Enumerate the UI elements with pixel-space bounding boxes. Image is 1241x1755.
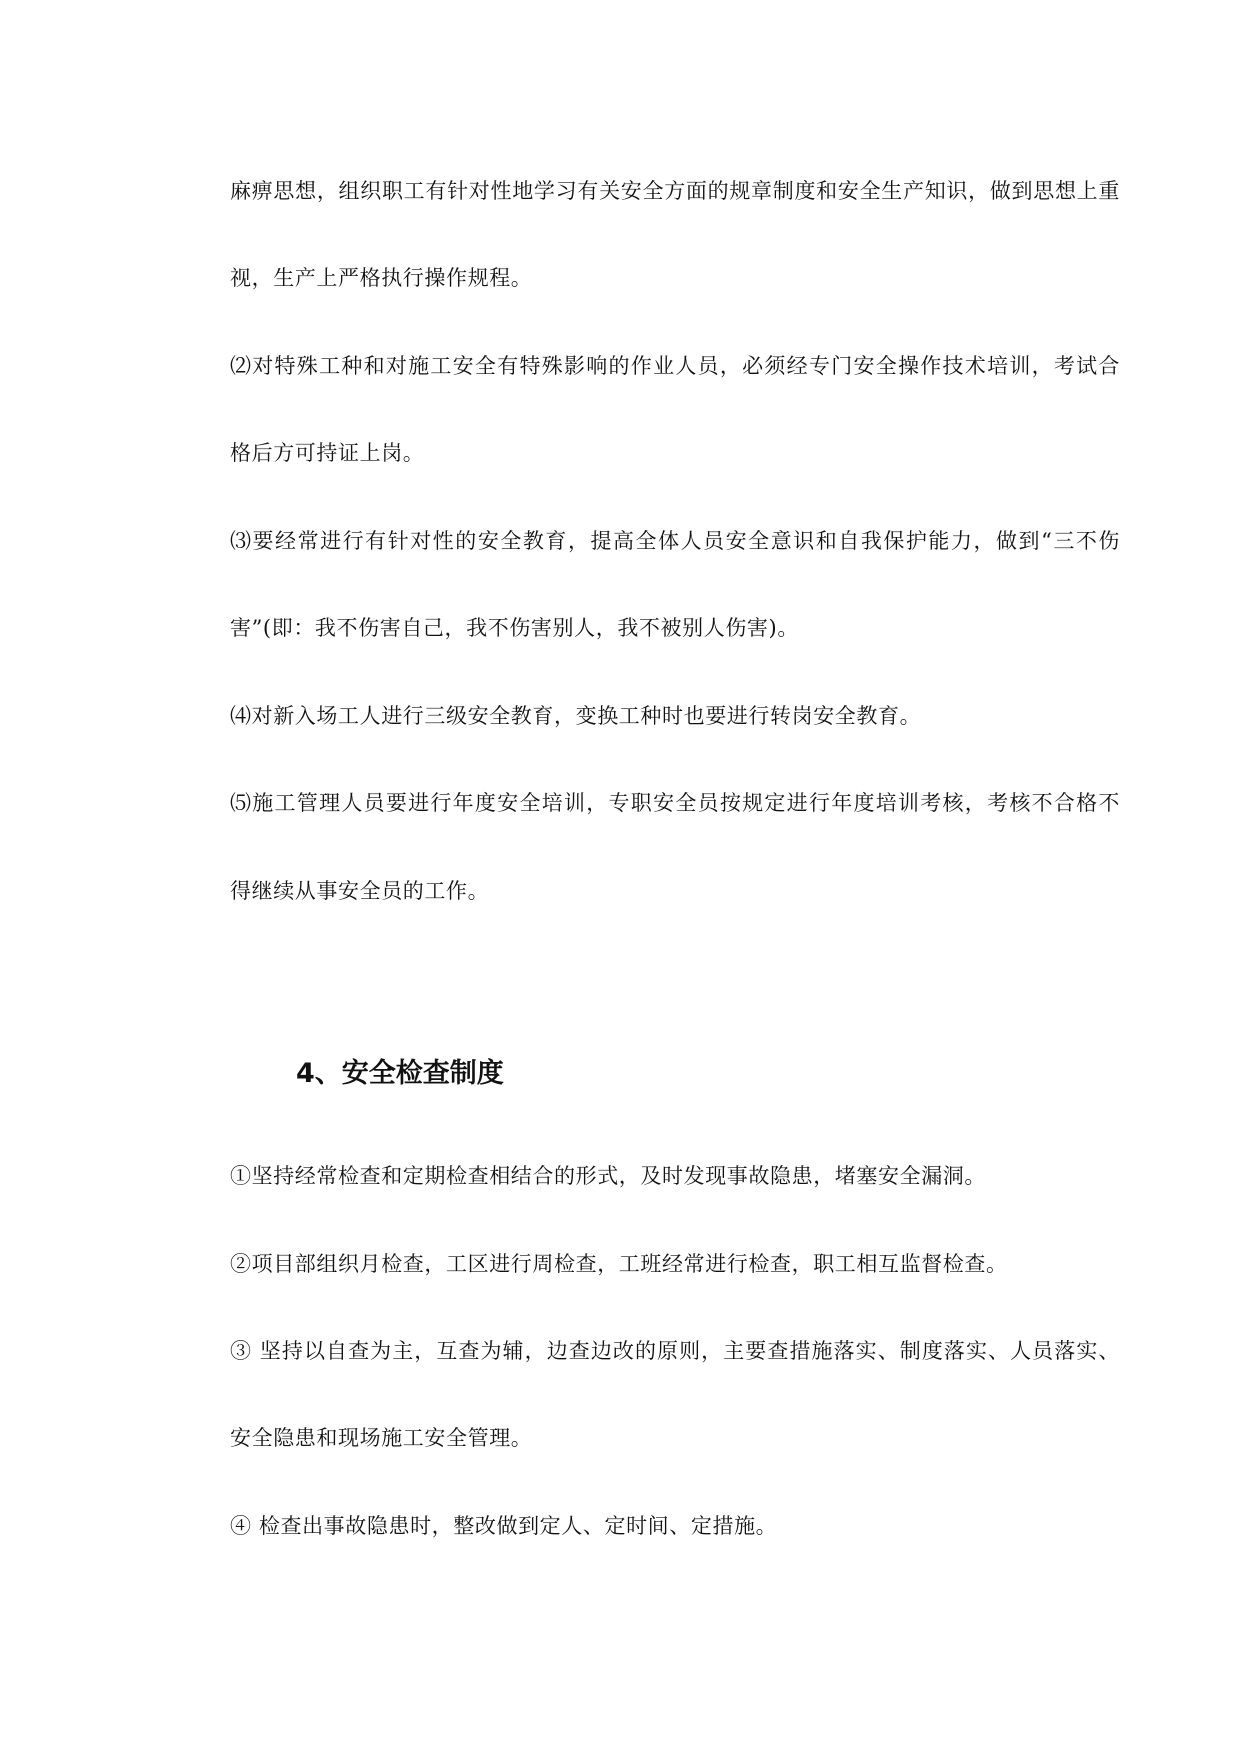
- paragraph-line: 得继续从事安全员的工作。: [230, 879, 490, 903]
- paragraph-line: ⑷对新入场工人进行三级安全教育，变换工种时也要进行转岗安全教育。: [230, 704, 922, 728]
- paragraph-line: ④ 检查出事故隐患时，整改做到定人、定时间、定措施。: [230, 1514, 778, 1538]
- paragraph-line: 麻痹思想，组织职工有针对性地学习有关安全方面的规章制度和安全生产知识，做到思想上重: [230, 179, 1120, 203]
- paragraph-line: ③ 坚持以自查为主，互查为辅，边查边改的原则，主要查措施落实、制度落实、人员落实、: [230, 1339, 1120, 1363]
- paragraph-line: ②项目部组织月检查，工区进行周检查，工班经常进行检查，职工相互监督检查。: [230, 1252, 1008, 1276]
- section-heading: 4、安全检查制度: [296, 1058, 504, 1089]
- paragraph-line: 格后方可持证上岗。: [230, 441, 425, 465]
- paragraph-line: ⑶要经常进行有针对性的安全教育，提高全体人员安全意识和自我保护能力，做到“三不伤: [230, 529, 1120, 553]
- paragraph-line: 害”(即：我不伤害自己，我不伤害别人，我不被别人伤害)。: [230, 616, 799, 640]
- paragraph-line: ⑸施工管理人员要进行年度安全培训，专职安全员按规定进行年度培训考核，考核不合格不: [230, 791, 1120, 815]
- paragraph-line: 视，生产上严格执行操作规程。: [230, 266, 533, 290]
- paragraph-line: ⑵对特殊工种和对施工安全有特殊影响的作业人员，必须经专门安全操作技术培训，考试合: [230, 354, 1120, 378]
- paragraph-line: ①坚持经常检查和定期检查相结合的形式，及时发现事故隐患，堵塞安全漏洞。: [230, 1164, 986, 1188]
- paragraph-line: 安全隐患和现场施工安全管理。: [230, 1426, 533, 1450]
